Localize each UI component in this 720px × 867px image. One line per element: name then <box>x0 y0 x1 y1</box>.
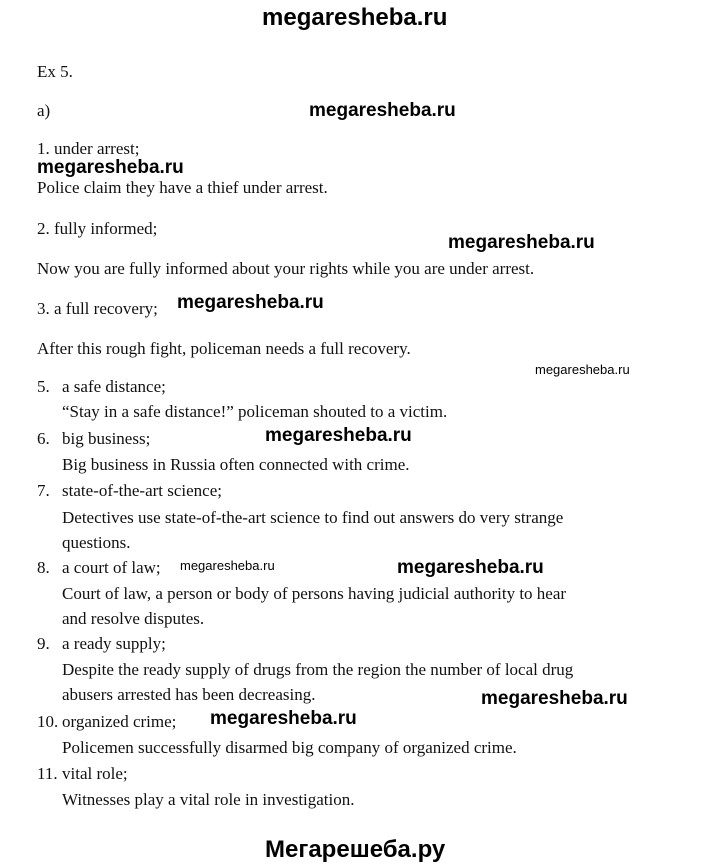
item-sentence: Court of law, a person or body of persons having judicial authority to hear <box>62 584 567 603</box>
item-phrase: 2. fully informed; <box>37 219 158 238</box>
watermark: megaresheba.ru <box>481 688 628 709</box>
watermark: megaresheba.ru <box>535 362 630 377</box>
item-sentence: “Stay in a safe distance!” policeman shouted to a victim. <box>62 402 448 421</box>
item-phrase: a safe distance; <box>62 377 166 396</box>
section-label: a) <box>37 101 51 120</box>
watermark: megaresheba.ru <box>265 425 412 446</box>
watermark: megaresheba.ru <box>177 292 324 313</box>
header-watermark: megaresheba.ru <box>262 4 448 31</box>
item-phrase: big business; <box>62 429 151 448</box>
footer-watermark: Мегарешеба.ру <box>265 836 446 863</box>
exercise-title: Ex 5. <box>37 62 73 81</box>
watermark: megaresheba.ru <box>309 100 456 121</box>
item-sentence: abusers arrested has been decreasing. <box>62 685 316 704</box>
item-phrase: 3. a full recovery; <box>37 299 158 318</box>
item-phrase: a court of law; <box>62 558 161 577</box>
item-number: 10. <box>37 712 59 731</box>
item-sentence: Policemen successfully disarmed big company of organized crime. <box>62 738 517 757</box>
item-phrase: organized crime; <box>62 712 177 731</box>
watermark: megaresheba.ru <box>37 157 184 178</box>
item-number: 5. <box>37 377 50 396</box>
item-sentence: and resolve disputes. <box>62 609 205 628</box>
item-sentence: Big business in Russia often connected with crime. <box>62 455 410 474</box>
item-sentence: Witnesses play a vital role in investigation. <box>62 790 355 809</box>
item-number: 7. <box>37 481 50 500</box>
item-number: 11. <box>37 764 58 783</box>
item-sentence: questions. <box>62 533 131 552</box>
item-sentence: Police claim they have a thief under arrest. <box>37 178 328 197</box>
item-sentence: Detectives use state-of-the-art science to find out answers do very strange <box>62 508 564 527</box>
watermark: megaresheba.ru <box>210 708 357 729</box>
item-phrase: a ready supply; <box>62 634 166 653</box>
item-sentence: Despite the ready supply of drugs from the region the number of local drug <box>62 660 574 679</box>
item-phrase: vital role; <box>62 764 128 783</box>
item-number: 8. <box>37 558 50 577</box>
item-phrase: 1. under arrest; <box>37 139 140 158</box>
item-number: 9. <box>37 634 50 653</box>
item-phrase: state-of-the-art science; <box>62 481 222 500</box>
item-number: 6. <box>37 429 50 448</box>
item-sentence: Now you are fully informed about your rights while you are under arrest. <box>37 259 535 278</box>
item-sentence: After this rough fight, policeman needs a full recovery. <box>37 339 411 358</box>
watermark: megaresheba.ru <box>448 232 595 253</box>
watermark: megaresheba.ru <box>397 557 544 578</box>
watermark: megaresheba.ru <box>180 558 275 573</box>
